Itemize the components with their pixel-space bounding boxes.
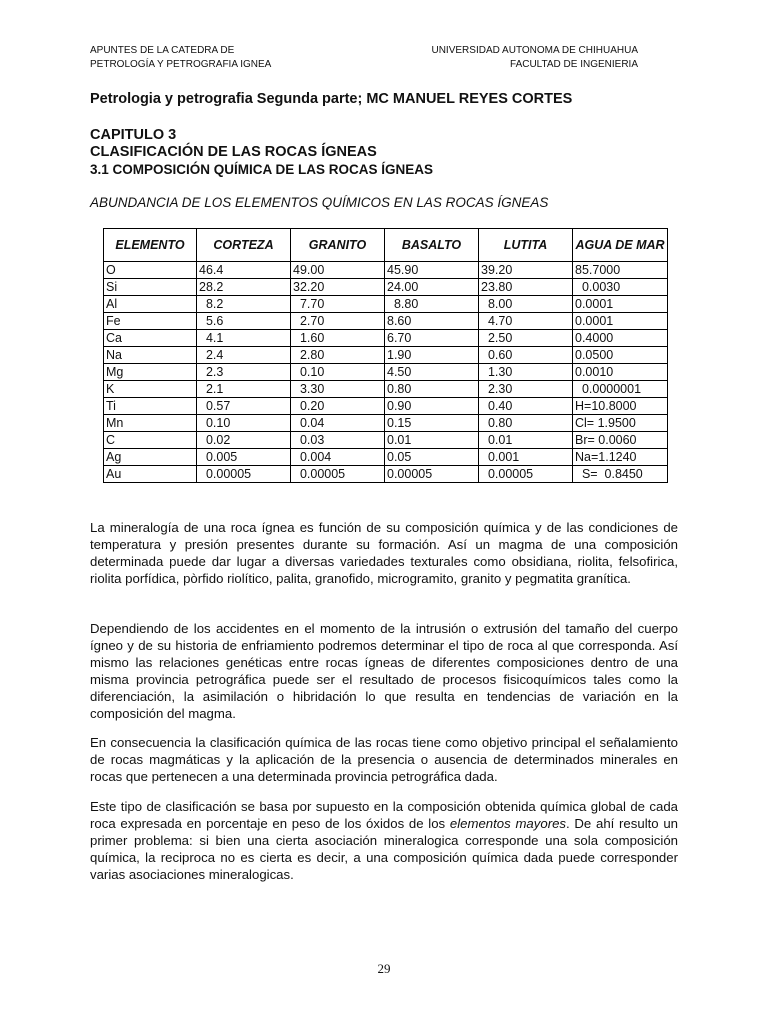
abundance-cell: 0.00005 (291, 466, 385, 483)
document-title: Petrologia y petrografia Segunda parte; MC MANUEL REYES CORTES (90, 91, 573, 107)
element-symbol-cell: O (104, 262, 197, 279)
abundance-cell: 2.4 (197, 347, 291, 364)
abundance-cell: 0.40 (479, 398, 573, 415)
abundance-cell: 2.50 (479, 330, 573, 347)
table-row (104, 262, 668, 279)
abundance-cell: S= 0.8450 (573, 466, 668, 483)
header-left-line1: APUNTES DE LA CATEDRA DE (90, 45, 235, 56)
table-row (104, 398, 668, 415)
chapter-heading (90, 127, 433, 178)
section-heading: 3.1 COMPOSICIÓN QUÍMICA DE LAS ROCAS ÍGNEAS (90, 162, 434, 177)
abundance-cell: 0.00005 (197, 466, 291, 483)
abundance-cell: 0.15 (385, 415, 479, 432)
column-header: GRANITO (291, 229, 385, 262)
paragraph: La mineralogía de una roca ígnea es función de su composición química y de las condiciones de temperatura y presión presentes durante su formación. Así un magma de una composición determinada puede dar lugar a diversas variedades texturales como obsidiana, riolita, felsofirica, riolita porfídica, pòrfido riolítico, palita, granofido, microgramito, granito y pegmatita granítica. (90, 520, 678, 586)
table-row (104, 381, 668, 398)
abundance-cell: 1.90 (385, 347, 479, 364)
header-right (431, 44, 638, 72)
abundance-cell: 0.001 (479, 449, 573, 466)
element-symbol-cell: Si (104, 279, 197, 296)
abundance-cell: 0.05 (385, 449, 479, 466)
abundance-cell: 8.80 (385, 296, 479, 313)
paragraph-text: . De ahí resulto un primer problema: si bien una cierta asociación mineralogica corresponde una sola composición química, la reciproca no es cierta es decir, a una composición química dada puede corresponder varias asociaciones mineralogicas. (90, 816, 679, 882)
abundance-cell: 0.90 (385, 398, 479, 415)
column-header: ELEMENTO (104, 229, 197, 262)
abundance-cell: 0.0000001 (573, 381, 668, 398)
column-header: LUTITA (479, 229, 573, 262)
abundance-cell: 28.2 (197, 279, 291, 296)
abundance-cell: 0.10 (291, 364, 385, 381)
abundance-cell: 0.0010 (573, 364, 668, 381)
abundance-cell: 49.00 (291, 262, 385, 279)
abundance-cell: 39.20 (479, 262, 573, 279)
table-row (104, 330, 668, 347)
abundance-cell: 0.004 (291, 449, 385, 466)
abundance-cell: 0.005 (197, 449, 291, 466)
table-row (104, 347, 668, 364)
element-symbol-cell: Al (104, 296, 197, 313)
table-body (104, 262, 668, 483)
abundance-cell: 8.2 (197, 296, 291, 313)
abundance-cell: 0.57 (197, 398, 291, 415)
abundance-cell: 24.00 (385, 279, 479, 296)
table-row (104, 432, 668, 449)
abundance-cell: 0.20 (291, 398, 385, 415)
paragraph (90, 798, 678, 883)
abundance-cell: 0.0500 (573, 347, 668, 364)
paragraph-text: Este tipo de clasificación se basa por supuesto en la composición obtenida química global de cada roca expresada en porcentaje en peso de los óxidos de los (90, 799, 678, 831)
abundance-cell: 23.80 (479, 279, 573, 296)
header-right-line1: UNIVERSIDAD AUTONOMA DE CHIHUAHUA (431, 45, 638, 56)
element-symbol-cell: Fe (104, 313, 197, 330)
abundance-cell: 46.4 (197, 262, 291, 279)
abundance-cell: 2.80 (291, 347, 385, 364)
abundance-cell: 1.60 (291, 330, 385, 347)
column-header: BASALTO (385, 229, 479, 262)
abundance-cell: 2.1 (197, 381, 291, 398)
abundance-cell: 0.0030 (573, 279, 668, 296)
abundance-cell: 0.0001 (573, 313, 668, 330)
abundance-cell: 1.30 (479, 364, 573, 381)
abundance-cell: 0.00005 (385, 466, 479, 483)
abundance-cell: 8.60 (385, 313, 479, 330)
header-right-line2: FACULTAD DE INGENIERIA (510, 59, 638, 70)
paragraph: En consecuencia la clasificación química de las rocas tiene como objetivo principal el señalamiento de rocas magmáticas y la aplicación de la presencia o ausencia de determinados minerales en rocas que pertenecen a una determinada provincia petrográfica dada. (90, 735, 678, 784)
abundance-cell: 0.01 (479, 432, 573, 449)
abundance-cell: 4.1 (197, 330, 291, 347)
element-symbol-cell: Ca (104, 330, 197, 347)
abundance-cell: H=10.8000 (573, 398, 668, 415)
element-symbol-cell: Mg (104, 364, 197, 381)
table-header-row (104, 229, 668, 262)
abundance-cell: 7.70 (291, 296, 385, 313)
element-symbol-cell: Na (104, 347, 197, 364)
abundance-cell: 2.30 (479, 381, 573, 398)
elements-table (103, 228, 668, 483)
element-symbol-cell: Au (104, 466, 197, 483)
abundance-cell: 8.00 (479, 296, 573, 313)
chapter-name: CLASIFICACIÓN DE LAS ROCAS ÍGNEAS (90, 144, 377, 160)
abundance-cell: 5.6 (197, 313, 291, 330)
abundance-cell: 85.7000 (573, 262, 668, 279)
page-number: 29 (377, 961, 391, 976)
table-row (104, 449, 668, 466)
header-left (90, 44, 271, 72)
abundance-cell: 0.0001 (573, 296, 668, 313)
abundance-cell: 2.70 (291, 313, 385, 330)
abundance-cell: 0.80 (385, 381, 479, 398)
abundance-cell: 0.01 (385, 432, 479, 449)
element-symbol-cell: Mn (104, 415, 197, 432)
table-row (104, 296, 668, 313)
abundance-cell: 45.90 (385, 262, 479, 279)
column-header: AGUA DE MAR (573, 229, 668, 262)
table-row (104, 466, 668, 483)
element-symbol-cell: C (104, 432, 197, 449)
element-symbol-cell: Ti (104, 398, 197, 415)
abundance-cell: 0.4000 (573, 330, 668, 347)
abundance-cell: 32.20 (291, 279, 385, 296)
abundance-cell: 4.70 (479, 313, 573, 330)
abundance-cell: 0.04 (291, 415, 385, 432)
abundance-cell: 2.3 (197, 364, 291, 381)
table-row (104, 364, 668, 381)
element-symbol-cell: Ag (104, 449, 197, 466)
element-symbol-cell: K (104, 381, 197, 398)
table-row (104, 313, 668, 330)
abundance-cell: 3.30 (291, 381, 385, 398)
abundance-cell: 0.00005 (479, 466, 573, 483)
header-left-line2: PETROLOGÍA Y PETROGRAFIA IGNEA (90, 59, 272, 70)
paragraph: Dependiendo de los accidentes en el momento de la intrusión o extrusión del tamaño del cuerpo ígneo y de su historia de enfriamiento podremos determinar el tipo de roca al que corresponda. Así mismo las relaciones genéticas entre rocas ígneas de diferentes composiciones dentro de una misma provincia petrográfica puede ser el resultado de procesos fisicoquímicos tales como la diferenciación, la asimilación o hibridación lo que resulta en tendencias de variación en la composición del magma. (90, 621, 678, 721)
abundance-cell: 0.80 (479, 415, 573, 432)
abundance-cell: 0.02 (197, 432, 291, 449)
abundance-cell: 0.60 (479, 347, 573, 364)
abundance-cell: Br= 0.0060 (573, 432, 668, 449)
table-row (104, 279, 668, 296)
abundance-cell: 0.10 (197, 415, 291, 432)
table-row (104, 415, 668, 432)
column-header: CORTEZA (197, 229, 291, 262)
emphasized-term: elementos mayores (449, 816, 567, 831)
chapter-number: CAPITULO 3 (90, 127, 177, 143)
abundance-cell: Cl= 1.9500 (573, 415, 668, 432)
abundance-cell: Na=1.1240 (573, 449, 668, 466)
abundance-cell: 6.70 (385, 330, 479, 347)
table-title: ABUNDANCIA DE LOS ELEMENTOS QUÍMICOS EN LAS ROCAS ÍGNEAS (90, 195, 549, 210)
abundance-cell: 0.03 (291, 432, 385, 449)
abundance-cell: 4.50 (385, 364, 479, 381)
